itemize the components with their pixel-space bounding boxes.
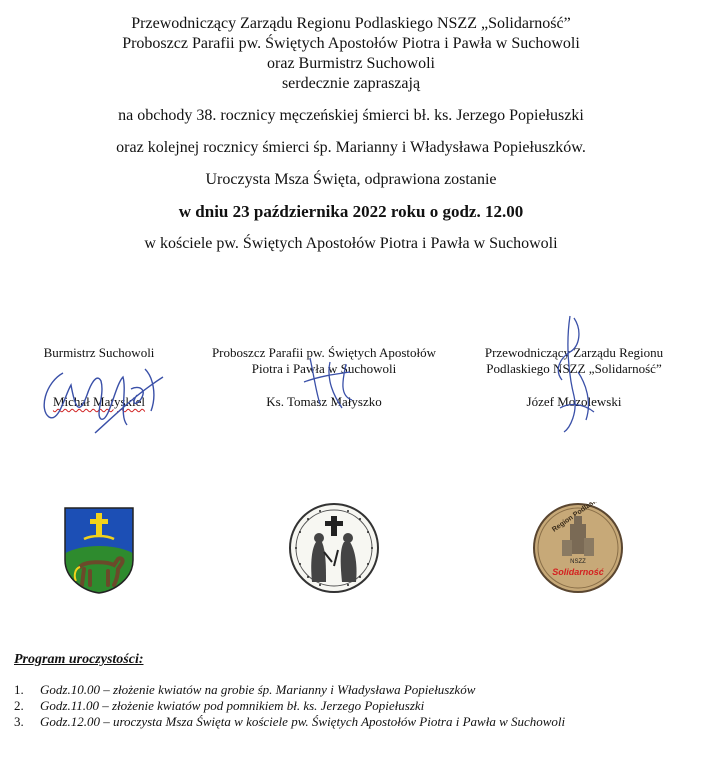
signatory-name: Michał Matyskiel [52, 394, 146, 409]
signatory-union-chair [459, 345, 689, 410]
program-item [14, 698, 664, 714]
program-list [14, 682, 664, 730]
program-item-number: 2. [14, 698, 24, 713]
inviter-line-1: Przewodniczący Zarządu Regionu Podlaskiego NSZZ „Solidarność” [131, 15, 571, 32]
program-item [14, 714, 664, 730]
signatory-name: Ks. Tomasz Małyszko [266, 394, 382, 409]
occasion-line-2: oraz kolejnej rocznicy śmierci śp. Marianny i Władysława Popiełuszków. [116, 139, 586, 156]
program-item [14, 682, 664, 698]
inviter-line-2: Proboszcz Parafii pw. Świętych Apostołów Piotra i Pawła w Suchowoli [122, 35, 580, 52]
invite-phrase: serdecznie zapraszają [281, 75, 421, 92]
signatory-title: Proboszcz Parafii pw. Świętych Apostołów [211, 345, 437, 360]
signatory-title: Piotra i Pawła w Suchowoli [251, 361, 397, 376]
signatory-title: Przewodniczący Zarządu Regionu [484, 345, 664, 360]
program-item-number: 1. [14, 682, 24, 697]
signatory-parish-priest [189, 345, 459, 410]
program-title: Program uroczystości: [14, 652, 144, 667]
occasion-line-1: na obchody 38. rocznicy męczeńskiej śmierci bł. ks. Jerzego Popiełuszki [118, 107, 584, 124]
inviter-line-3: oraz Burmistrz Suchowoli [267, 55, 435, 72]
signatory-title: Burmistrz Suchowoli [43, 345, 155, 360]
badge-text-top-left: Region Podlaski [551, 502, 600, 534]
badge-text-mid: NSZZ [570, 559, 586, 565]
program-item-text: Godz.11.00 – złożenie kwiatów pod pomnikiem bł. ks. Jerzego Popiełuszki [40, 698, 425, 713]
suchowola-coat-of-arms-icon [62, 505, 136, 595]
venue-line: w kościele pw. Świętych Apostołów Piotra i Pawła w Suchowoli [144, 235, 558, 252]
signatory-title: Podlaskiego NSZZ „Solidarność” [486, 361, 662, 376]
badge-text-bottom: Solidarność [552, 567, 604, 577]
date-time-line: w dniu 23 października 2022 roku o godz. 12.00 [178, 202, 524, 221]
signatory-name: Józef Mozolewski [526, 394, 622, 409]
program-item-text: Godz.10.00 – złożenie kwiatów na grobie śp. Marianny i Władysława Popiełuszków [40, 682, 476, 697]
solidarnosc-region-podlaski-badge-icon [532, 502, 624, 594]
program-item-text: Godz.12.00 – uroczysta Msza Święta w kościele pw. Świętych Apostołów Piotra i Pawła w Suchowoli [40, 714, 566, 729]
program-item-number: 3. [14, 714, 24, 729]
signatory-mayor [4, 345, 194, 410]
mass-line: Uroczysta Msza Święta, odprawiona zostanie [205, 171, 497, 188]
parish-seal-icon [288, 502, 380, 594]
